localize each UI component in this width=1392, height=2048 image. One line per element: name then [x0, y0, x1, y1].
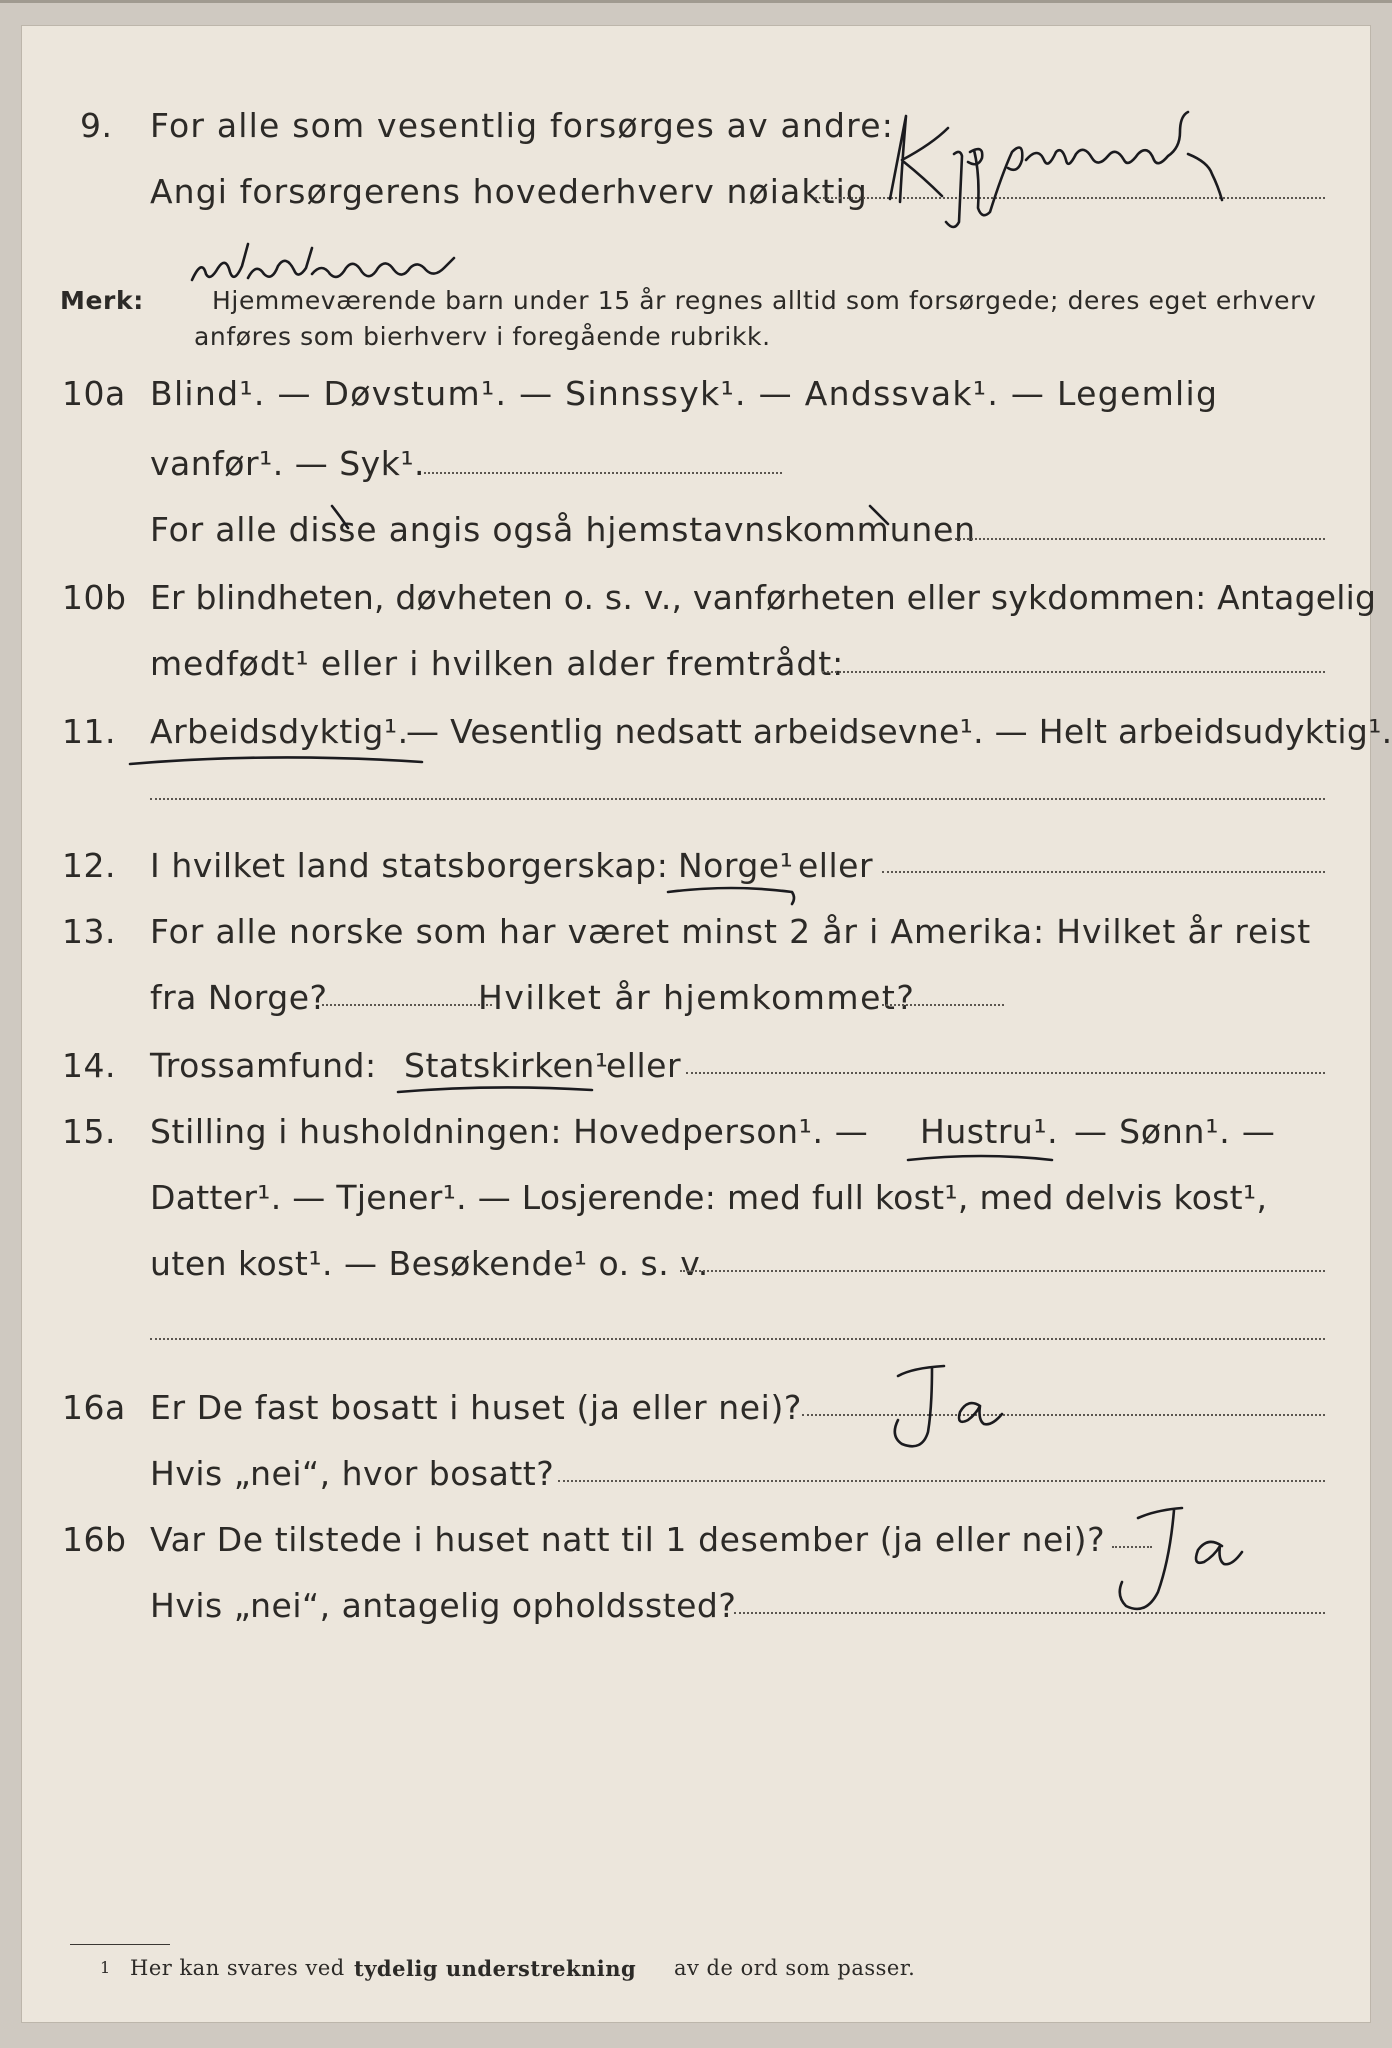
q15-line1a: Stilling i husholdningen: Hovedperson¹. —	[150, 1112, 869, 1151]
q16b-number: 16b	[62, 1520, 127, 1559]
q16b-line2: Hvis „nei“, antagelig opholdssted?	[150, 1586, 737, 1625]
q15-line2: Datter¹. — Tjener¹. — Losjerende: med full kost¹, med delvis kost¹,	[150, 1178, 1268, 1217]
q14-answer-line	[686, 1072, 1325, 1074]
q13-line2b: Hvilket år hjemkommet?	[478, 978, 916, 1017]
q11-number: 11.	[62, 712, 116, 751]
q13-year-left-line	[322, 1004, 492, 1006]
q15-underline-mark	[902, 1150, 1082, 1174]
q12-answer-line	[882, 871, 1325, 873]
q14-number: 14.	[62, 1046, 116, 1085]
q14-underline-mark	[392, 1080, 612, 1104]
q14-eller: eller	[606, 1046, 682, 1085]
q11-option-arbeidsdyktig: Arbeidsdyktig¹.	[150, 712, 409, 751]
q11-answer-line	[150, 798, 1325, 800]
q9-line1: For alle som vesentlig forsørges av andre:	[150, 106, 895, 145]
merk-line2: anføres som bierhverv i foregående rubrikk.	[194, 322, 771, 351]
q16b-handwritten-answer-ja	[1082, 1488, 1262, 1628]
q10a-number: 10a	[62, 374, 126, 413]
q10a-answer-line	[424, 472, 782, 474]
q9-handwritten-answer-kjopmand	[862, 104, 1292, 234]
merk-line1: Hjemmeværende barn under 15 år regnes alltid som forsørgede; deres eget erhverv	[212, 286, 1317, 315]
q9-number: 9.	[80, 106, 113, 145]
q15-answer-line	[680, 1270, 1325, 1272]
footnote-rule	[70, 1944, 170, 1945]
q13-line1: For alle norske som har været minst 2 år i Amerika: Hvilket år reist	[150, 912, 1311, 951]
q10b-line1: Er blindheten, døvheten o. s. v., vanførheten eller sykdommen: Antagelig	[150, 578, 1377, 617]
q12-text: I hvilket land statsborgerskap:	[150, 846, 669, 885]
footnote-text-c: av de ord som passer.	[674, 1956, 916, 1980]
q16a-line1: Er De fast bosatt i huset (ja eller nei)?	[150, 1388, 803, 1427]
q16a-number: 16a	[62, 1388, 126, 1427]
q14-text: Trossamfund:	[150, 1046, 377, 1085]
q9-line2: Angi forsørgerens hovederhverv nøiaktig	[150, 172, 868, 211]
q16b-line1: Var De tilstede i huset natt til 1 desember (ja eller nei)?	[150, 1520, 1106, 1559]
q13-year-return-line	[882, 1004, 1004, 1006]
q15-number: 15.	[62, 1112, 116, 1151]
q11-underline-mark	[122, 748, 442, 778]
q16a-line2: Hvis „nei“, hvor bosatt?	[150, 1454, 555, 1493]
q15-option-hustru: Hustru¹.	[920, 1112, 1059, 1151]
footnote-text-b: tydelig understrekning	[354, 1956, 637, 1981]
footnote-mark: 1	[100, 1958, 111, 1977]
q10a-line3: For alle disse angis også hjemstavnskommunen	[150, 510, 976, 549]
q10a-check-marks	[322, 496, 922, 556]
q10b-line2: medfødt¹ eller i hvilken alder fremtrådt:	[150, 644, 845, 683]
q10a-municipality-line	[950, 538, 1325, 540]
q16b-place-line	[734, 1612, 1325, 1614]
census-form-page	[22, 26, 1392, 2022]
q15-line1b: — Sønn¹. —	[1074, 1112, 1276, 1151]
q13-line2a: fra Norge?	[150, 978, 328, 1017]
q10a-line1: Blind¹. — Døvstum¹. — Sinnssyk¹. — Andssvak¹. — Legemlig	[150, 374, 1219, 413]
q15-line3: uten kost¹. — Besøkende¹ o. s. v.	[150, 1244, 709, 1283]
q10a-line2: vanfør¹. — Syk¹.	[150, 444, 426, 483]
q14-option-statskirken: Statskirken¹	[404, 1046, 609, 1085]
q10b-answer-line	[822, 671, 1325, 673]
q12-underline-mark	[662, 882, 822, 912]
q11-other-options: — Vesentlig nedsatt arbeidsevne¹. — Helt arbeidsudyktig¹.	[406, 712, 1392, 751]
merk-label: Merk:	[60, 286, 144, 315]
footnote-text-a: Her kan svares ved	[130, 1956, 345, 1980]
q12-number: 12.	[62, 846, 116, 885]
q10b-number: 10b	[62, 578, 127, 617]
scan-edge-top	[0, 0, 1392, 3]
q15-answer-line-2	[150, 1338, 1325, 1340]
q16a-handwritten-answer-ja	[872, 1348, 1052, 1458]
q12-option-norge: Norge¹	[678, 846, 794, 885]
q12-eller: eller	[798, 846, 874, 885]
q13-number: 13.	[62, 912, 116, 951]
q16a-where-line	[558, 1480, 1325, 1482]
